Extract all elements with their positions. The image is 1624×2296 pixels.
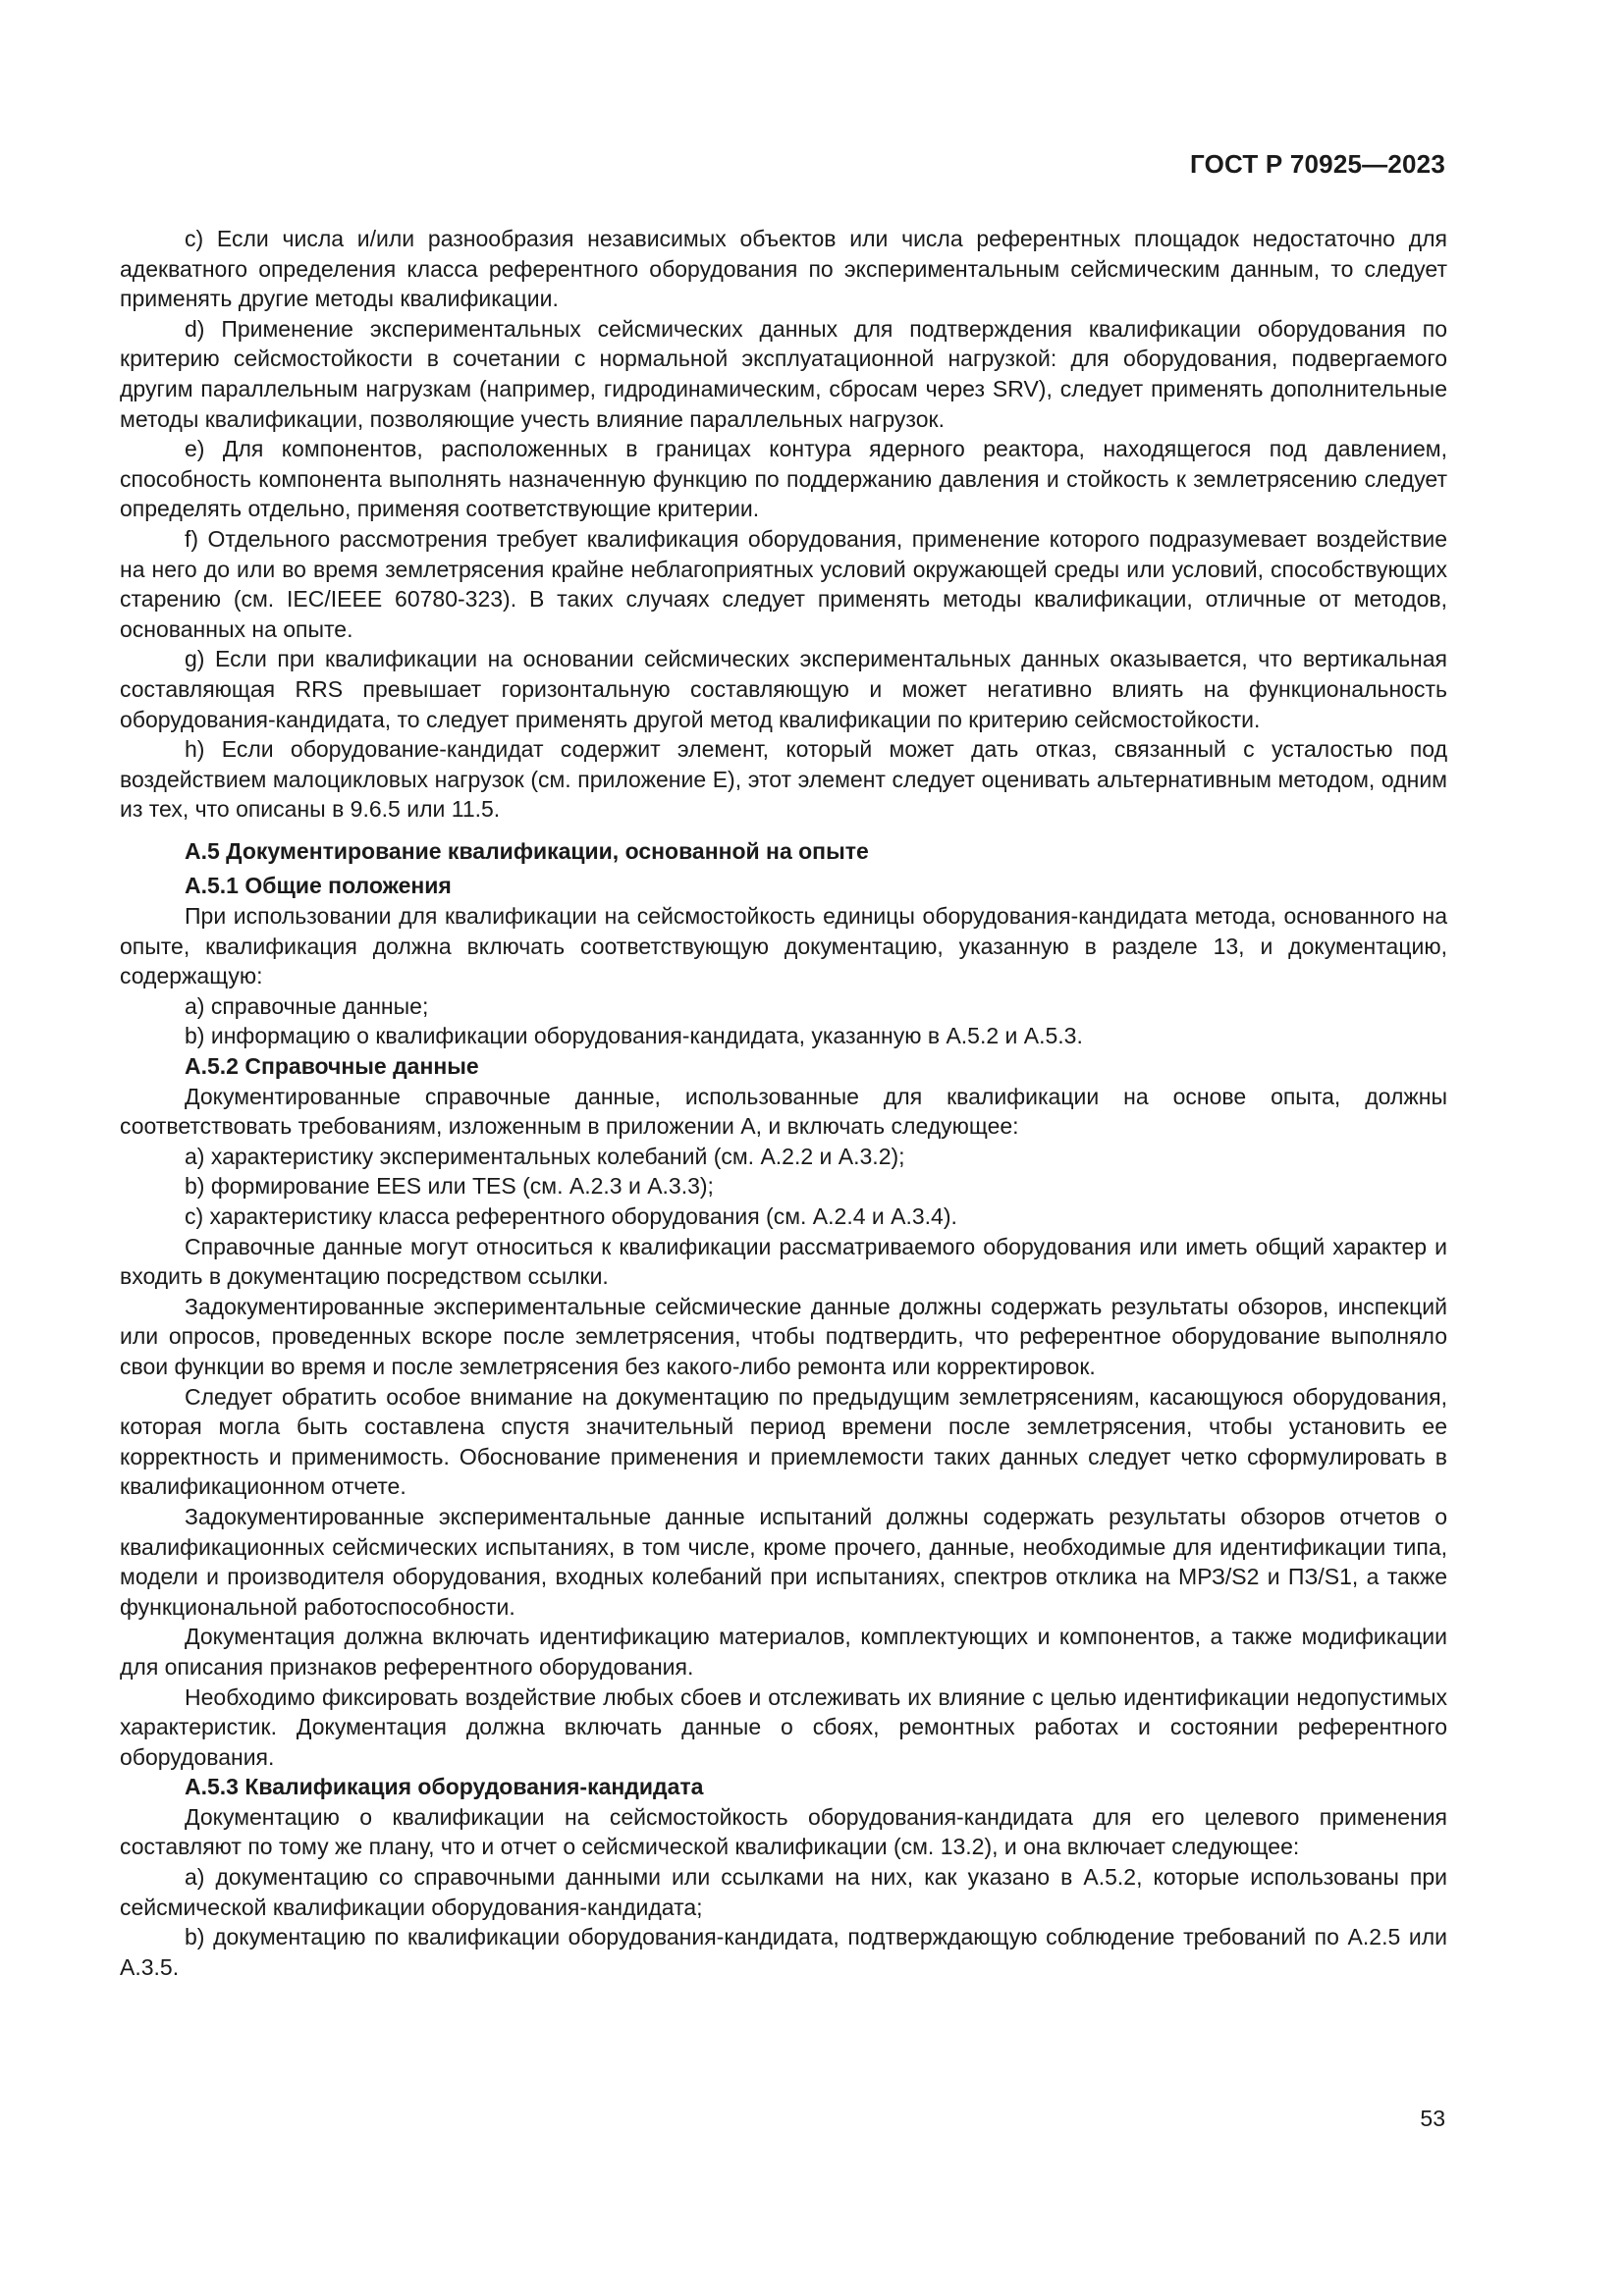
paragraph: Задокументированные экспериментальные сейсмические данные должны содержать результаты обзоров, инспекций или опросов, проведенных вскоре после землетрясения, чтобы подтвердить, что референтное оборудование выполняло свои функции во время и после землетрясения без какого-либо ремонта или корректировок. <box>120 1293 1447 1379</box>
paragraph-f: f) Отдельного рассмотрения требует квалификация оборудования, применение которого подразумевает воздействие на него до или во время землетрясения крайне неблагоприятных условий окружающей среды или условий, способствующих старению (см. IEC/IEEE 60780-323). В таких случаях следует применять методы квалификации, отличные от методов, основанных на опыте. <box>120 525 1447 642</box>
subsection-heading-a53: А.5.3 Квалификация оборудования-кандидата <box>185 1774 704 1800</box>
section-heading-a5: А.5 Документирование квалификации, основанной на опыте <box>185 837 869 864</box>
paragraph-g: g) Если при квалификации на основании сейсмических экспериментальных данных оказывается, что вертикальная составляющая RRS превышает горизонтальную составляющую и может негативно влиять на функциональность оборудования-кандидата, то следует применять другой метод квалификации по критерию сейсмостойкости. <box>120 646 1447 732</box>
paragraph: Справочные данные могут относиться к квалификации рассматриваемого оборудования или иметь общий характер и входить в документацию посредством ссылки. <box>120 1233 1447 1290</box>
paragraph: Документация должна включать идентификацию материалов, комплектующих и компонентов, а также модификации для описания признаков референтного оборудования. <box>120 1624 1447 1680</box>
list-item: b) документацию по квалификации оборудования-кандидата, подтверждающую соблюдение требований по А.2.5 или А.3.5. <box>120 1924 1447 1980</box>
list-item: a) документацию со справочными данными или ссылками на них, как указано в А.5.2, которые использованы при сейсмической квалификации оборудования-кандидата; <box>120 1864 1447 1920</box>
subsection-heading-a52: А.5.2 Справочные данные <box>185 1053 479 1080</box>
list-item: a) характеристику экспериментальных колебаний (см. А.2.2 и А.3.2); <box>185 1143 905 1169</box>
paragraph: При использовании для квалификации на сейсмостойкость единицы оборудования-кандидата метода, основанного на опыте, квалификация должна включать соответствующую документацию, указанную в разделе 13, и документацию, содержащую: <box>120 903 1447 989</box>
list-item: c) характеристику класса референтного оборудования (см. А.2.4 и А.3.4). <box>185 1203 957 1229</box>
paragraph-e: e) Для компонентов, расположенных в границах контура ядерного реактора, находящегося под давлением, способность компонента выполнять назначенную функцию по поддержанию давления и стойкость к землетрясению следует определять отдельно, применяя соответствующие критерии. <box>120 436 1447 522</box>
list-item: b) информацию о квалификации оборудования-кандидата, указанную в А.5.2 и А.5.3. <box>185 1023 1083 1049</box>
paragraph-h: h) Если оборудование-кандидат содержит элемент, который может дать отказ, связанный с усталостью под воздействием малоцикловых нагрузок (см. приложение E), этот элемент следует оценивать альтернативным методом, одним из тех, что описаны в 9.6.5 или 11.5. <box>120 736 1447 823</box>
document-header: ГОСТ Р 70925—2023 <box>1190 149 1445 179</box>
paragraph: Документацию о квалификации на сейсмостойкость оборудования-кандидата для его целевого применения составляют по тому же плану, что и отчет о сейсмической квалификации (см. 13.2), и она включает следующее: <box>120 1803 1447 1860</box>
paragraph: Документированные справочные данные, использованные для квалификации на основе опыта, должны соответствовать требованиям, изложенным в приложении А, и включать следующее: <box>120 1083 1447 1140</box>
paragraph: Следует обратить особое внимание на документацию по предыдущим землетрясениям, касающуюся оборудования, которая могла быть составлена спустя значительный период времени после землетрясения, чтобы установить ее корректность и применимость. Обоснование применения и приемлемости таких данных следует четко сформулировать в квалификационном отчете. <box>120 1383 1447 1500</box>
list-item: a) справочные данные; <box>185 992 429 1019</box>
paragraph-c: c) Если числа и/или разнообразия независимых объектов или числа референтных площадок недостаточно для адекватного определения класса референтного оборудования по экспериментальным сейсмическим данным, то следует применять другие методы квалификации. <box>120 226 1447 312</box>
page-number: 53 <box>1420 2106 1445 2131</box>
list-item: b) формирование EES или TES (см. А.2.3 и А.3.3); <box>185 1173 714 1200</box>
subsection-heading-a51: А.5.1 Общие положения <box>185 873 452 899</box>
paragraph-d: d) Применение экспериментальных сейсмических данных для подтверждения квалификации оборудования по критерию сейсмостойкости в сочетании с нормальной эксплуатационной нагрузкой: для оборудования, подвергаемого другим параллельным нагрузкам (например, гидродинамическим, сбросам через SRV), следует применять дополнительные методы квалификации, позволяющие учесть влияние параллельных нагрузок. <box>120 315 1447 432</box>
document-body <box>120 224 1447 1982</box>
paragraph: Задокументированные экспериментальные данные испытаний должны содержать результаты обзоров отчетов о квалификационных сейсмических испытаниях, в том числе, кроме прочего, данные, необходимые для идентификации типа, модели и производителя оборудования, входных колебаний при испытаниях, спектров отклика на МРЗ/S2 и ПЗ/S1, а также функциональной работоспособности. <box>120 1503 1447 1620</box>
paragraph: Необходимо фиксировать воздействие любых сбоев и отслеживать их влияние с целью идентификации недопустимых характеристик. Документация должна включать данные о сбоях, ремонтных работах и состоянии референтного оборудования. <box>120 1683 1447 1770</box>
